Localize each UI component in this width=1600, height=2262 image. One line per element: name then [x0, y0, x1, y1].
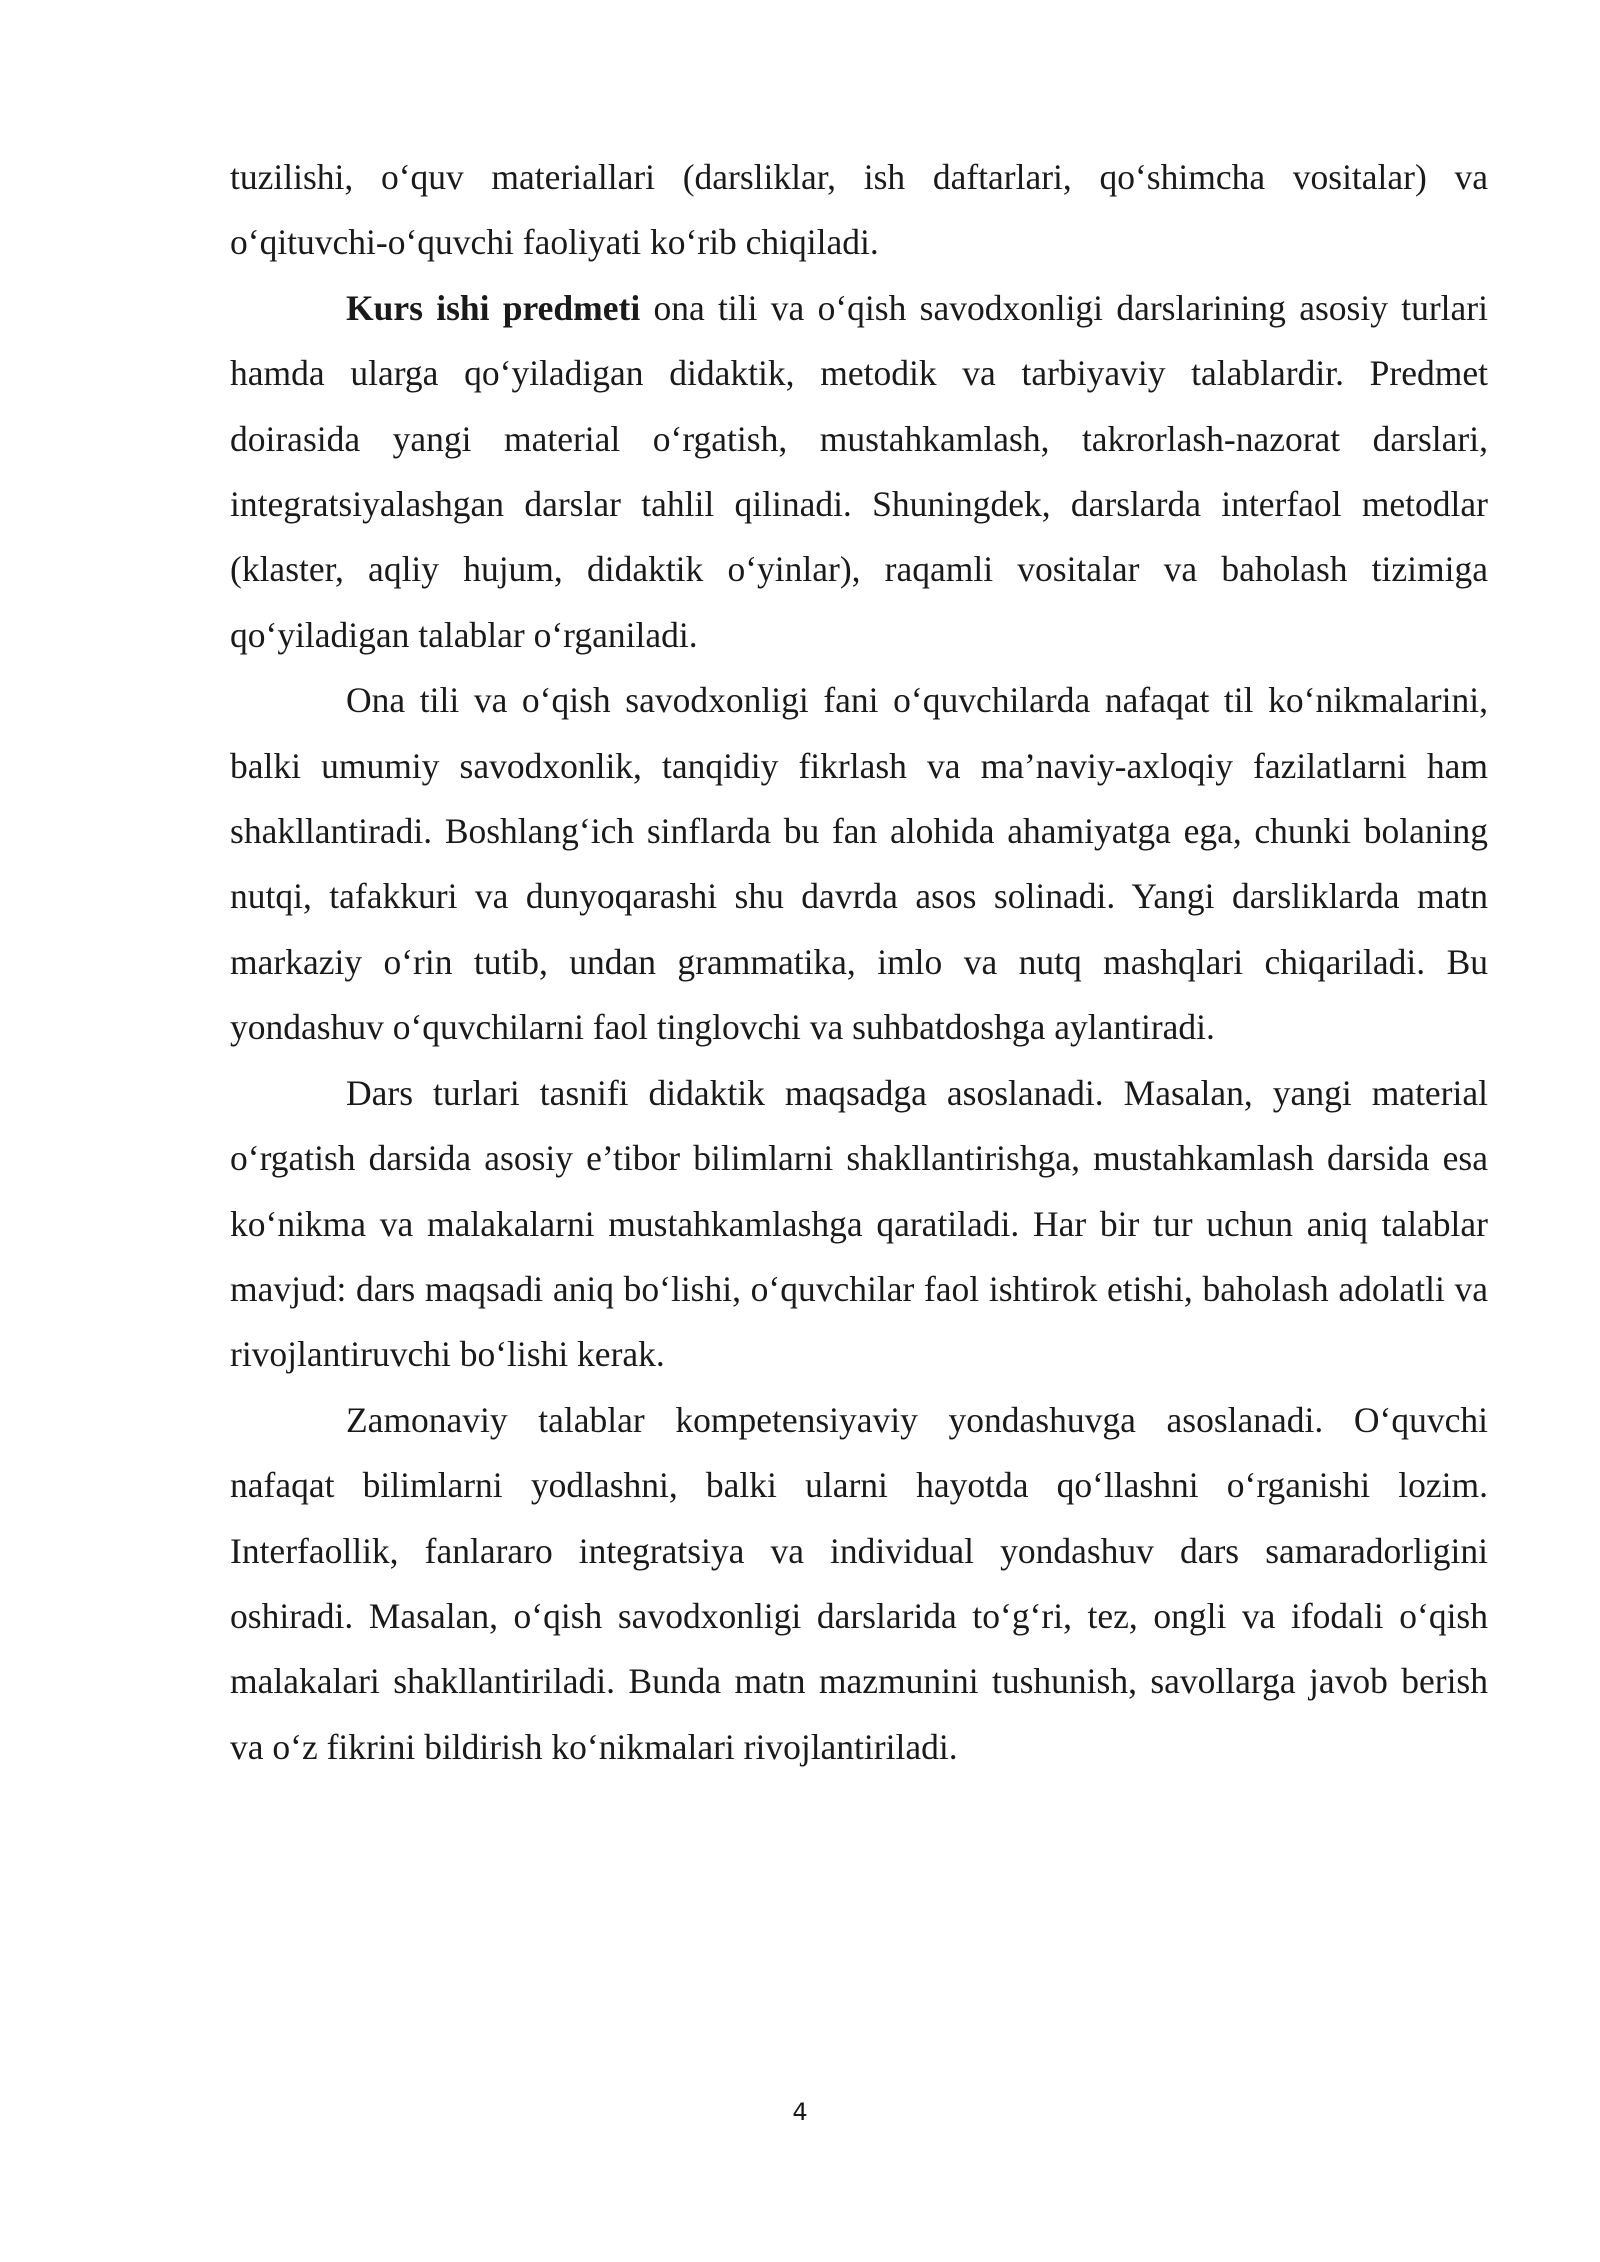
paragraph-text: Ona tili va o‘qish savodxonligi fani o‘quvchilarda nafaqat til ko‘nikmalarini, balki umumiy savodxonlik, tanqidiy fikrlash va ma’naviy-axloqiy fazilatlarni ham shakllantiradi. Boshlang‘ich sinflarda bu fan alohida ahamiyatga ega, chunki bolaning nutqi, tafakkuri va dunyoqarashi shu davrda asos solinadi. Yangi darsliklarda matn markaziy o‘rin tutib, undan grammatika, imlo va nutq mashqlari chiqariladi. Bu yondashuv o‘quvchilarni faol tinglovchi va suhbatdoshga aylantiradi.: [230, 680, 1488, 1048]
paragraph-lesson-types: [230, 1061, 1488, 1388]
paragraph-course-subject: [230, 276, 1488, 668]
paragraph-text: tuzilishi, o‘quv materiallari (darsliklar, ish daftarlari, qo‘shimcha vositalar) va o‘qituvchi-o‘quvchi faoliyati ko‘rib chiqiladi.: [230, 157, 1488, 263]
paragraph-mother-tongue: [230, 668, 1488, 1060]
page-number: 4: [792, 2098, 808, 2126]
paragraph-text: Dars turlari tasnifi didaktik maqsadga asoslanadi. Masalan, yangi material o‘rgatish darsida asosiy e’tibor bilimlarni shakllantirishga, mustahkamlash darsida esa ko‘nikma va malakalarni mustahkamlashga qaratiladi. Har bir tur uchun aniq talablar mavjud: dars maqsadi aniq bo‘lishi, o‘quvchilar faol ishtirok etishi, baholash adolatli va rivojlantiruvchi bo‘lishi kerak.: [230, 1072, 1488, 1375]
paragraph-modern-requirements: [230, 1388, 1488, 1780]
paragraph-text: Zamonaviy talablar kompetensiyaviy yondashuvga asoslanadi. O‘quvchi nafaqat bilimlarni yodlashni, balki ularni hayotda qo‘llashni o‘rganishi lozim. Interfaollik, fanlararo integratsiya va individual yondashuv dars samaradorligini oshiradi. Masalan, o‘qish savodxonligi darslarida to‘g‘ri, tez, ongli va ifodali o‘qish malakalari shakllantiriladi. Bunda matn mazmunini tushunish, savollarga javob berish va o‘z fikrini bildirish ko‘nikmalari rivojlantiriladi.: [230, 1399, 1488, 1767]
paragraph-text: ona tili va o‘qish savodxonligi darslarining asosiy turlari hamda ularga qo‘yiladigan didaktik, metodik va tarbiyaviy talablardir. Predmet doirasida yangi material o‘rgatish, mustahkamlash, takrorlash-nazorat darslari, integratsiyalashgan darslar tahlil qilinadi. Shuningdek, darslarda interfaol metodlar (klaster, aqliy hujum, didaktik o‘yinlar), raqamli vositalar va baholash tizimiga qo‘yiladigan talablar o‘rganiladi.: [230, 287, 1488, 655]
body-text: [230, 145, 1488, 1780]
paragraph-continuation: [230, 145, 1488, 276]
bold-term-course-subject: Kurs ishi predmeti: [346, 287, 641, 328]
